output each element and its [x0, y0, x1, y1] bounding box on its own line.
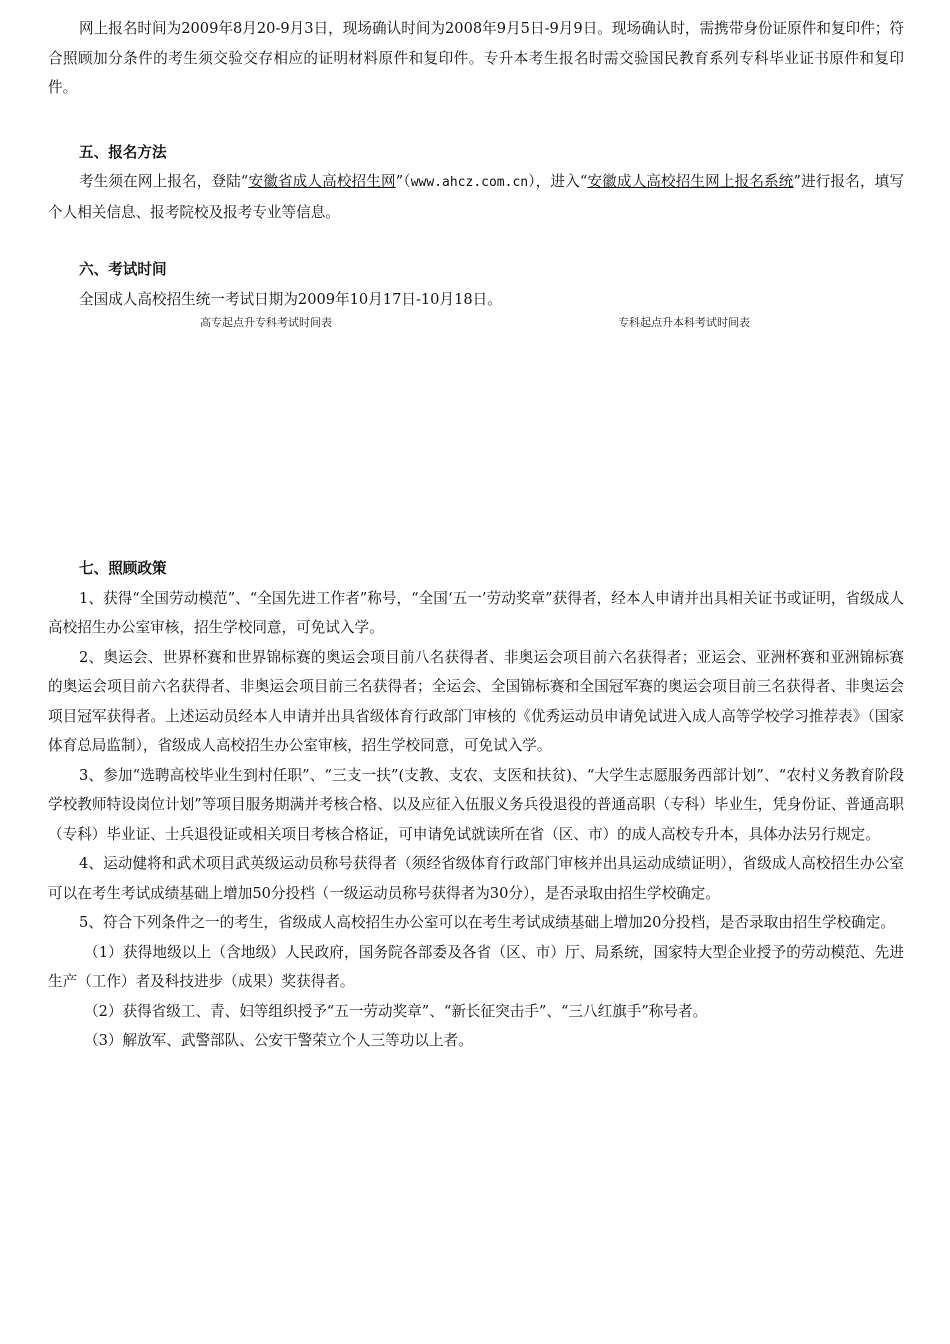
caption-benke-schedule: 专科起点升本科考试时间表	[618, 317, 750, 329]
policy-subitem-2: （2）获得省级工、青、妇等组织授予“五一劳动奖章”、“新长征突击手”、“三八红旗手”称号者。	[84, 1002, 708, 1020]
section6-paragraph: 全国成人高校招生统一考试日期为2009年10月17日-10月18日。	[79, 290, 502, 308]
section5-heading: 五、报名方法	[79, 143, 167, 161]
section5-text-part3: ），进入“	[528, 173, 588, 190]
policy-item-2: 2、奥运会、世界杯赛和世界锦标赛的奥运会项目前八名获得者、非奥运会项目前六名获得者；亚运会、亚洲杯赛和亚洲锦标赛的奥运会项目前六名获得者、非奥运会项目前三名获得者；全运会、全国锦标赛和全国冠军赛的奥运会项目前三名获得者、非奥运会项目冠军获得者。上述运动员经本人申请并出具省级体育行政部门审核的《优秀运动员申请免试进入成人高等学校学习推荐表》（国家体育总局监制），省级成人高校招生办公室审核，招生学校同意，可免试入学。	[48, 648, 904, 754]
ahcz-url: www.ahcz.com.cn	[410, 175, 529, 190]
spacer	[48, 227, 904, 255]
section5-paragraph	[48, 167, 904, 227]
ahcz-site-link[interactable]: 安徽省成人高校招生网	[248, 173, 396, 190]
exam-schedule-captions	[48, 314, 904, 554]
document-page	[48, 14, 904, 1056]
policy-item-4: 4、运动健将和武术项目武英级运动员称号获得者（须经省级体育行政部门审核并出具运动成绩证明），省级成人高校招生办公室可以在考生考试成绩基础上增加50分投档（一级运动员称号获得者为30分），是否录取由招生学校确定。	[48, 855, 904, 902]
policy-item-1: 1、获得“全国劳动模范”、“全国先进工作者”称号，“全国‘五一’劳动奖章”获得者，经本人申请并出具相关证书或证明，省级成人高校招生办公室审核，招生学校同意，可免试入学。	[48, 589, 904, 636]
policy-item-5: 5、符合下列条件之一的考生，省级成人高校招生办公室可以在考生考试成绩基础上增加20分投档，是否录取由招生学校确定。	[79, 914, 895, 931]
spacer	[48, 103, 904, 138]
caption-zhuanke-schedule: 高专起点升专科考试时间表	[200, 317, 332, 329]
registration-time-paragraph: 网上报名时间为2009年8月20-9月3日，现场确认时间为2008年9月5日-9月9日。现场确认时，需携带身份证原件和复印件；符合照顾加分条件的考生须交验交存相应的证明材料原件和复印件。专升本考生报名时需交验国民教育系列专科毕业证书原件和复印件。	[48, 20, 904, 96]
registration-system-link[interactable]: 安徽成人高校招生网上报名系统	[587, 173, 794, 190]
policy-subitem-3: （3）解放军、武警部队、公安干警荣立个人三等功以上者。	[84, 1032, 473, 1049]
section6-heading: 六、考试时间	[79, 261, 167, 278]
section5-text-part2: ”（	[395, 173, 411, 190]
section5-text-part1: 考生须在网上报名，登陆“	[79, 173, 249, 190]
section5-text-part4: ”进行报名，填写个人相关信息、报考院校及报考专业等信息。	[48, 173, 904, 221]
section7-heading: 七、照顾政策	[79, 560, 167, 577]
policy-item-3: 3、参加“选聘高校毕业生到村任职”、“三支一扶”(支教、支农、支医和扶贫)、“大学生志愿服务西部计划”、“农村义务教育阶段学校教师特设岗位计划”等项目服务期满并考核合格、以及应征入伍服义务兵役退役的普通高职（专科）毕业生，凭身份证、普通高职（专科）毕业证、士兵退役证或相关项目考核合格证，可申请免试就读所在省（区、市）的成人高校专升本，具体办法另行规定。	[48, 766, 904, 843]
policy-subitem-1: （1）获得地级以上（含地级）人民政府，国务院各部委及各省（区、市）厅、局系统，国家特大型企业授予的劳动模范、先进生产（工作）者及科技进步（成果）奖获得者。	[48, 943, 904, 990]
